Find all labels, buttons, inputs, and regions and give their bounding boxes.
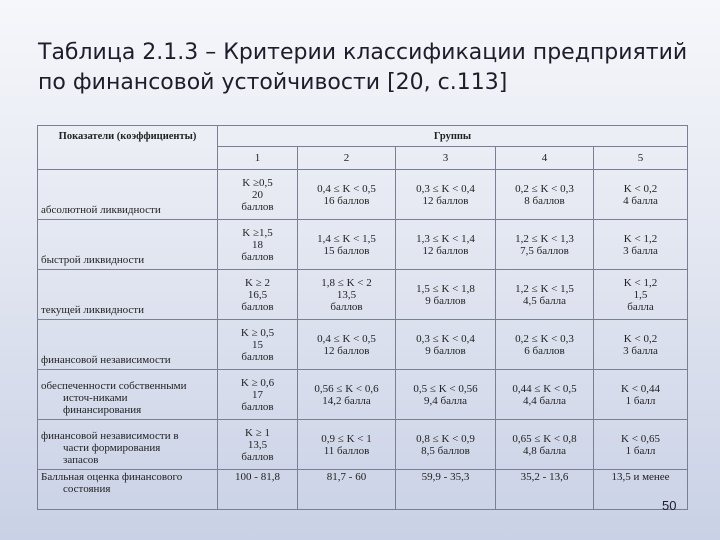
score-range: 59,9 - 35,3 [396,470,496,510]
label-line: абсолютной ликвидности [41,204,161,216]
cell-line: K ≥ 0,6 [240,376,275,389]
table-row [38,420,688,470]
cell-line: 7,5 баллов [520,244,569,257]
cell-line: 1,5 [633,288,648,301]
label-line: состояния [63,483,111,495]
cell-line: 14,2 балла [322,394,371,407]
cell-line: баллов [241,300,274,313]
group-number: 1 [218,147,298,170]
cell-line: 3 балла [623,344,658,357]
score-range: 35,2 - 13,6 [496,470,594,510]
criteria-cell [218,420,298,470]
indicator-label [38,170,218,220]
cell-line: 12 баллов [422,194,469,207]
cell-line: 20 [252,188,263,201]
criteria-cell [594,170,688,220]
criteria-cell [298,320,396,370]
criteria-cell [396,320,496,370]
criteria-cell [298,420,396,470]
cell-line: 12 баллов [323,344,370,357]
table-row [38,320,688,370]
criteria-cell [298,270,396,320]
criteria-cell [218,370,298,420]
criteria-cell [396,270,496,320]
cell-line: 6 баллов [524,344,565,357]
cell-line: 0,8 ≤ K < 0,9 [416,432,475,445]
label-line: Балльная оценка финансового [41,471,183,483]
group-number: 2 [298,147,396,170]
cell-line: баллов [241,250,274,263]
cell-line: 8 баллов [524,194,565,207]
slide-title [38,38,698,98]
criteria-cell [594,320,688,370]
cell-line: 0,65 ≤ K < 0,8 [512,432,577,445]
cell-line: 0,2 ≤ K < 0,3 [515,182,574,195]
cell-line: баллов [241,200,274,213]
group-number: 3 [396,147,496,170]
cell-line: 0,56 ≤ K < 0,6 [314,382,379,395]
criteria-cell [496,220,594,270]
criteria-cell [298,370,396,420]
cell-line: 0,4 ≤ K < 0,5 [317,332,376,345]
cell-line: K < 0,2 [623,332,658,345]
indicator-label [38,270,218,320]
cell-line: 1,2 ≤ K < 1,5 [515,282,574,295]
score-range: 100 - 81,8 [218,470,298,510]
cell-line: K ≥ 2 [245,276,270,289]
cell-line: баллов [330,300,363,313]
table-row [38,370,688,420]
criteria-cell [496,170,594,220]
cell-line: 0,3 ≤ K < 0,4 [416,182,475,195]
criteria-cell [218,320,298,370]
label-line: запасов [63,454,99,466]
group-number: 4 [496,147,594,170]
group-number: 5 [594,147,688,170]
criteria-cell [396,420,496,470]
cell-line: 16 баллов [323,194,370,207]
cell-line: 1,4 ≤ K < 1,5 [317,232,376,245]
criteria-cell [496,320,594,370]
criteria-cell [496,420,594,470]
cell-line: баллов [241,350,274,363]
criteria-cell [218,220,298,270]
criteria-cell [496,370,594,420]
criteria-cell [298,220,396,270]
cell-line: 12 баллов [422,244,469,257]
cell-line: K < 1,2 [623,232,658,245]
cell-line: K < 0,2 [623,182,658,195]
criteria-cell [496,270,594,320]
cell-line: 0,4 ≤ K < 0,5 [317,182,376,195]
score-row [38,470,688,510]
cell-line: 4,8 балла [523,444,566,457]
cell-line: K < 0,65 [621,432,660,445]
score-range: 13,5 и менее [594,470,688,510]
criteria-cell [218,270,298,320]
cell-line: 1,2 ≤ K < 1,3 [515,232,574,245]
indicator-label [38,370,218,420]
cell-line: K ≥0,5 [242,176,273,189]
label-line: текущей ликвидности [41,304,145,316]
indicator-label [38,320,218,370]
criteria-cell [594,370,688,420]
cell-line: 0,3 ≤ K < 0,4 [416,332,475,345]
cell-line: 15 баллов [323,244,370,257]
cell-line: баллов [241,450,274,463]
criteria-cell [594,420,688,470]
cell-line: 9 баллов [425,294,466,307]
cell-line: 1,8 ≤ K < 2 [321,276,372,289]
label-line: финансовой независимости [41,354,171,366]
cell-line: 9 баллов [425,344,466,357]
criteria-cell [396,220,496,270]
label-line: обеспеченности собственными [41,380,187,392]
cell-line: K < 0,44 [621,382,660,395]
title-line-2: по финансовой устойчивости [20, с.113] [38,70,508,95]
cell-line: 9,4 балла [424,394,467,407]
cell-line: 18 [252,238,263,251]
label-line: финансирования [63,404,142,416]
cell-line: K < 1,2 [623,276,658,289]
table-row [38,220,688,270]
title-line-1: Таблица 2.1.3 – Критерии классификации предприятий [38,40,688,65]
criteria-cell [298,170,396,220]
table-row [38,170,688,220]
cell-line: 4 балла [623,194,658,207]
cell-line: 4,4 балла [523,394,566,407]
page-number: 50 [662,498,677,513]
criteria-cell [594,270,688,320]
cell-line: 17 [252,388,263,401]
score-row-label [38,470,218,510]
indicator-label [38,420,218,470]
cell-line: 3 балла [623,244,658,257]
cell-line: 1 балл [625,444,656,457]
criteria-cell [594,220,688,270]
header-indicators: Показатели (коэффициенты) [38,126,218,147]
cell-line: 0,2 ≤ K < 0,3 [515,332,574,345]
cell-line: 0,9 ≤ K < 1 [321,432,372,445]
cell-line: 1,5 ≤ K < 1,8 [416,282,475,295]
group-number-row [38,147,688,170]
indicator-label [38,220,218,270]
cell-line: K ≥ 1 [245,426,270,439]
table-header-row [38,126,688,147]
cell-line: 13,5 [247,438,268,451]
score-range: 81,7 - 60 [298,470,396,510]
header-groups: Группы [218,126,688,147]
cell-line: 1,3 ≤ K < 1,4 [416,232,475,245]
cell-line: 8,5 баллов [421,444,470,457]
cell-line: 0,44 ≤ K < 0,5 [512,382,577,395]
label-line: финансовой независимости в [41,430,179,442]
classification-table [37,125,688,510]
cell-line: баллов [241,400,274,413]
label-line: источ-никами [63,392,128,404]
cell-line: 13,5 [336,288,357,301]
table-row [38,270,688,320]
criteria-cell [396,170,496,220]
cell-line: 11 баллов [323,444,370,457]
cell-line: балла [627,300,654,313]
cell-line: 0,5 ≤ K < 0,56 [413,382,478,395]
criteria-cell [218,170,298,220]
cell-line: 4,5 балла [523,294,566,307]
header-spacer [38,147,218,170]
label-line: части формирования [63,442,161,454]
label-line: быстрой ликвидности [41,254,145,266]
cell-line: 15 [252,338,263,351]
cell-line: K ≥ 0,5 [240,326,275,339]
cell-line: K ≥1,5 [242,226,273,239]
cell-line: 1 балл [625,394,656,407]
criteria-cell [396,370,496,420]
cell-line: 16,5 [247,288,268,301]
